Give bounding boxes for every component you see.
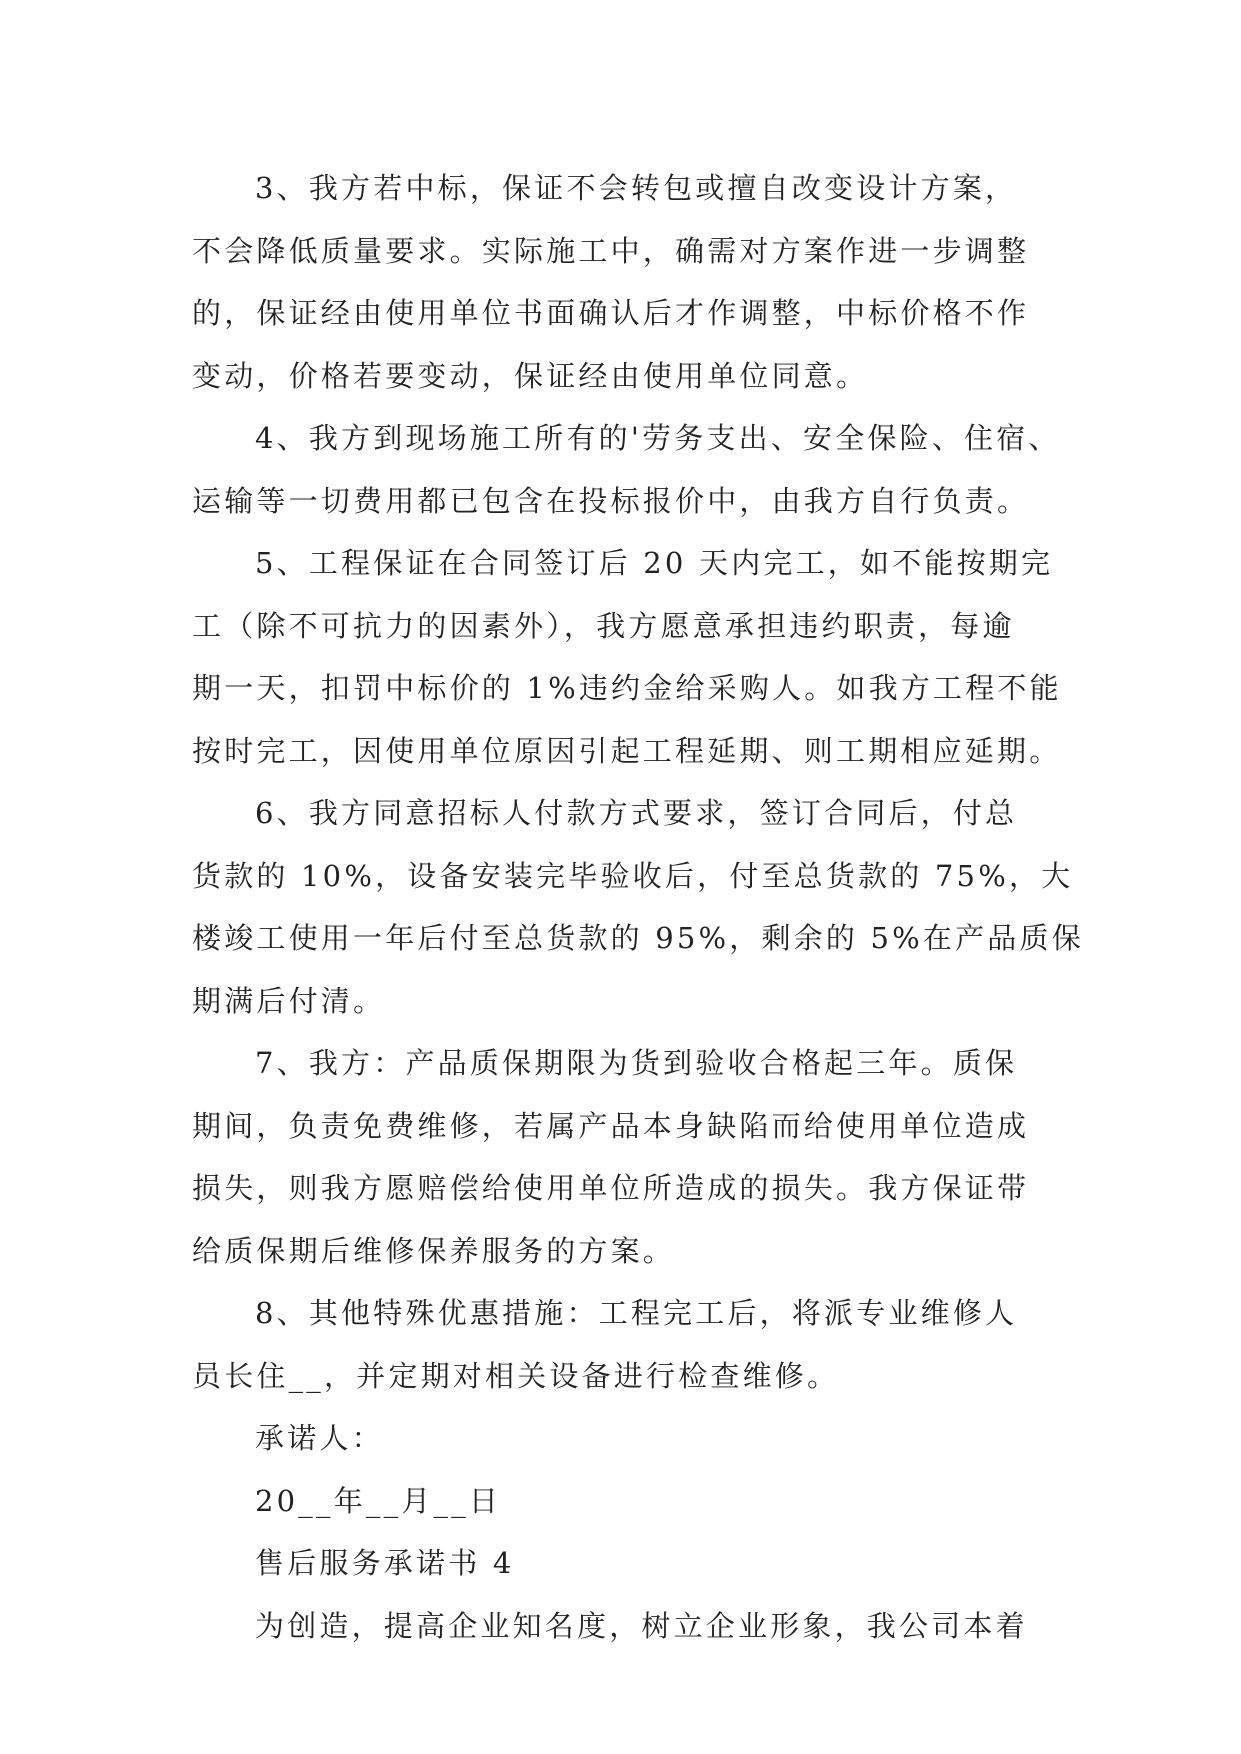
clause-6-line-2: 货款的 10%，设备安装完毕验收后，付至总货款的 75%，大 xyxy=(192,858,1074,893)
section-title: 售后服务承诺书 4 xyxy=(255,1546,515,1580)
clause-5-line-1: 5、工程保证在合同签订后 20 天内完工，如不能按期完 xyxy=(255,546,1054,580)
clause-6-line-4: 期满后付清。 xyxy=(192,983,386,1018)
document-body xyxy=(192,157,1084,1657)
clause-7-line-1: 7、我方：产品质保期限为货到验收合格起三年。质保 xyxy=(255,1046,1018,1080)
clause-7-line-3: 损失，则我方愿赔偿给使用单位所造成的损失。我方保证带 xyxy=(192,1171,1030,1205)
intro-line: 为创造，提高企业知名度，树立企业形象，我公司本着 xyxy=(255,1608,1028,1643)
clause-5-line-2: 工（除不可抗力的因素外），我方愿意承担违约职责，每逾 xyxy=(192,608,1015,643)
clause-3-line-3: 的，保证经由使用单位书面确认后才作调整，中标价格不作 xyxy=(192,296,1030,330)
clause-3-line-2: 不会降低质量要求。实际施工中，确需对方案作进一步调整 xyxy=(192,233,1030,268)
date-line: 20__年__月__日 xyxy=(255,1483,502,1518)
clause-6-line-1: 6、我方同意招标人付款方式要求，签订合同后，付总 xyxy=(255,796,1018,830)
clause-3-line-4: 变动，价格若要变动，保证经由使用单位同意。 xyxy=(192,358,869,393)
clause-7-line-4: 给质保期后维修保养服务的方案。 xyxy=(192,1233,676,1268)
clause-5-line-4: 按时完工，因使用单位原因引起工程延期、则工期相应延期。 xyxy=(192,733,1062,768)
clause-8-line-2: 员长住__，并定期对相关设备进行检查维修。 xyxy=(192,1358,840,1393)
clause-8-line-1: 8、其他特殊优惠措施：工程完工后，将派专业维修人 xyxy=(255,1296,1018,1330)
signatory-label: 承诺人： xyxy=(255,1421,384,1455)
clause-5-line-3: 期一天，扣罚中标价的 1%违约金给采购人。如我方工程不能 xyxy=(192,671,1062,705)
clause-4-line-2: 运输等一切费用都已包含在投标报价中，由我方自行负责。 xyxy=(192,483,1030,518)
clause-6-line-3: 楼竣工使用一年后付至总货款的 95%，剩余的 5%在产品质保 xyxy=(192,921,1084,955)
clause-4-line-1: 4、我方到现场施工所有的'劳务支出、安全保险、住宿、 xyxy=(255,421,1061,455)
clause-3-line-1: 3、我方若中标，保证不会转包或擅自改变设计方案， xyxy=(255,171,1018,205)
clause-7-line-2: 期间，负责免费维修，若属产品本身缺陷而给使用单位造成 xyxy=(192,1108,1030,1143)
